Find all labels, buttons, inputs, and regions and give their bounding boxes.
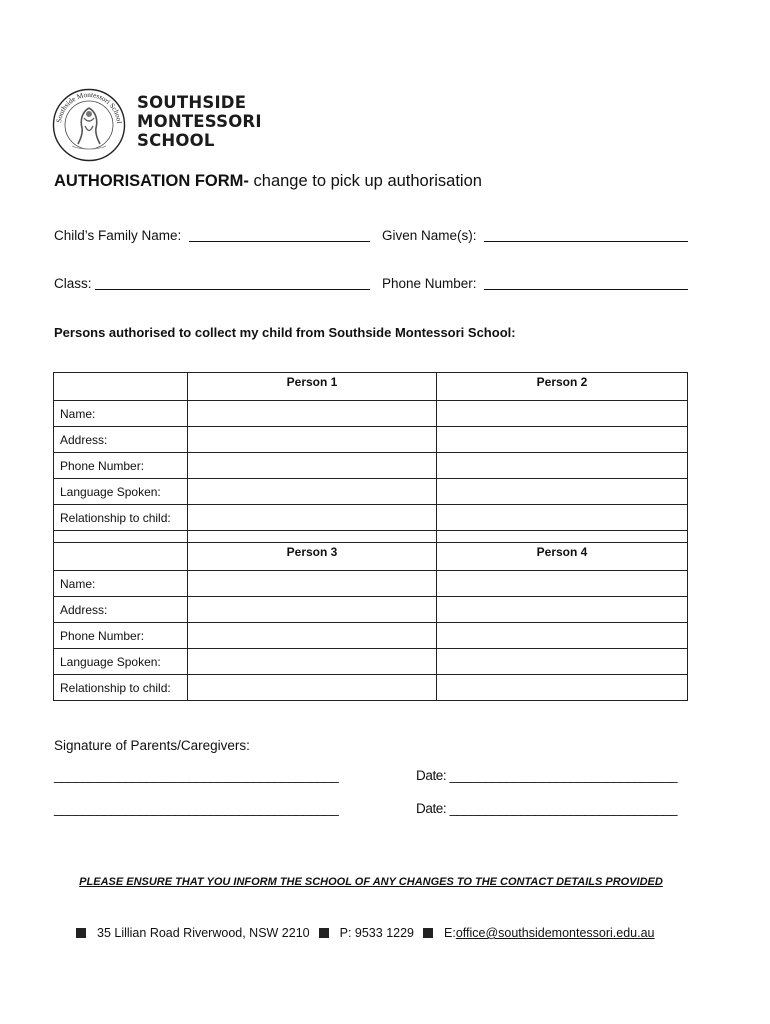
person-4-header: Person 4 (437, 543, 688, 571)
person-4-language-cell[interactable] (437, 649, 688, 675)
table-row (54, 597, 688, 623)
contact-change-notice: PLEASE ENSURE THAT YOU INFORM THE SCHOOL OF ANY CHANGES TO THE CONTACT DETAILS PROVIDED (79, 876, 663, 888)
date-label: Date: (416, 768, 450, 783)
class-label: Class: (54, 276, 92, 291)
row-label-name: Name: (54, 571, 188, 597)
form-title-bold: AUTHORISATION FORM- (54, 172, 249, 190)
person-2-language-cell[interactable] (437, 479, 688, 505)
phone-label: Phone Number: (382, 276, 477, 291)
footer-email-prefix: E: (444, 926, 456, 940)
footer-phone: P: 9533 1229 (339, 926, 414, 940)
date-line: ________________________________ (449, 768, 678, 783)
person-2-relationship-cell[interactable] (437, 505, 688, 531)
footer-email-link[interactable]: office@southsidemontessori.edu.au (455, 926, 655, 940)
class-field[interactable] (95, 289, 370, 290)
family-name-field[interactable] (189, 241, 370, 242)
bullet-square-icon (423, 928, 433, 938)
table-corner-cell (54, 543, 188, 571)
table-row (54, 623, 688, 649)
table-row (54, 675, 688, 701)
person-3-phone-cell[interactable] (188, 623, 437, 649)
footer-address: 35 Lillian Road Riverwood, NSW 2210 (97, 926, 310, 940)
person-3-address-cell[interactable] (188, 597, 437, 623)
table-gap-row (54, 531, 688, 543)
row-label-relationship: Relationship to child: (54, 505, 188, 531)
row-label-phone: Phone Number: (54, 453, 188, 479)
row-label-language: Language Spoken: (54, 479, 188, 505)
person-2-name-cell[interactable] (437, 401, 688, 427)
date-line: ________________________________ (449, 801, 678, 816)
school-seal-logo (52, 88, 126, 162)
form-title-normal: change to pick up authorisation (248, 172, 482, 190)
person-2-address-cell[interactable] (437, 427, 688, 453)
row-label-address: Address: (54, 597, 188, 623)
table-row (54, 479, 688, 505)
authorised-persons-table (53, 372, 688, 701)
phone-field[interactable] (484, 289, 688, 290)
row-label-address: Address: (54, 427, 188, 453)
person-1-header: Person 1 (188, 373, 437, 401)
table-row (54, 427, 688, 453)
person-1-relationship-cell[interactable] (188, 505, 437, 531)
person-3-name-cell[interactable] (188, 571, 437, 597)
person-2-header: Person 2 (437, 373, 688, 401)
authorised-persons-heading: Persons authorised to collect my child from Southside Montessori School: (54, 325, 516, 340)
given-names-label: Given Name(s): (382, 228, 477, 243)
table-row (54, 649, 688, 675)
person-4-phone-cell[interactable] (437, 623, 688, 649)
person-2-phone-cell[interactable] (437, 453, 688, 479)
form-title (54, 172, 482, 191)
table-row (54, 453, 688, 479)
row-label-name: Name: (54, 401, 188, 427)
school-name-logo (137, 93, 262, 150)
row-label-phone: Phone Number: (54, 623, 188, 649)
logo-line-3: SCHOOL (137, 131, 215, 150)
person-4-address-cell[interactable] (437, 597, 688, 623)
given-names-field[interactable] (484, 241, 688, 242)
person-3-language-cell[interactable] (188, 649, 437, 675)
person-1-phone-cell[interactable] (188, 453, 437, 479)
table-corner-cell (54, 373, 188, 401)
svg-text:Southside Montessori School: Southside Montessori School (55, 90, 123, 124)
family-name-label: Child’s Family Name: (54, 228, 182, 243)
signature-line-1[interactable]: ________________________________________ (54, 768, 339, 783)
row-label-relationship: Relationship to child: (54, 675, 188, 701)
logo-line-1: SOUTHSIDE (137, 93, 247, 112)
table-header-row (54, 373, 688, 401)
footer-contact (76, 926, 655, 940)
date-label: Date: (416, 801, 450, 816)
person-1-name-cell[interactable] (188, 401, 437, 427)
person-3-header: Person 3 (188, 543, 437, 571)
bullet-square-icon (76, 928, 86, 938)
person-3-relationship-cell[interactable] (188, 675, 437, 701)
person-1-language-cell[interactable] (188, 479, 437, 505)
bullet-square-icon (319, 928, 329, 938)
logo-line-2: MONTESSORI (137, 112, 262, 131)
person-1-address-cell[interactable] (188, 427, 437, 453)
person-4-relationship-cell[interactable] (437, 675, 688, 701)
date-field-1[interactable] (416, 768, 677, 783)
table-row (54, 571, 688, 597)
date-field-2[interactable] (416, 801, 677, 816)
table-header-row (54, 543, 688, 571)
table-row (54, 505, 688, 531)
table-row (54, 401, 688, 427)
person-4-name-cell[interactable] (437, 571, 688, 597)
signature-label: Signature of Parents/Caregivers: (54, 738, 250, 753)
signature-line-2[interactable]: ________________________________________ (54, 801, 339, 816)
row-label-language: Language Spoken: (54, 649, 188, 675)
